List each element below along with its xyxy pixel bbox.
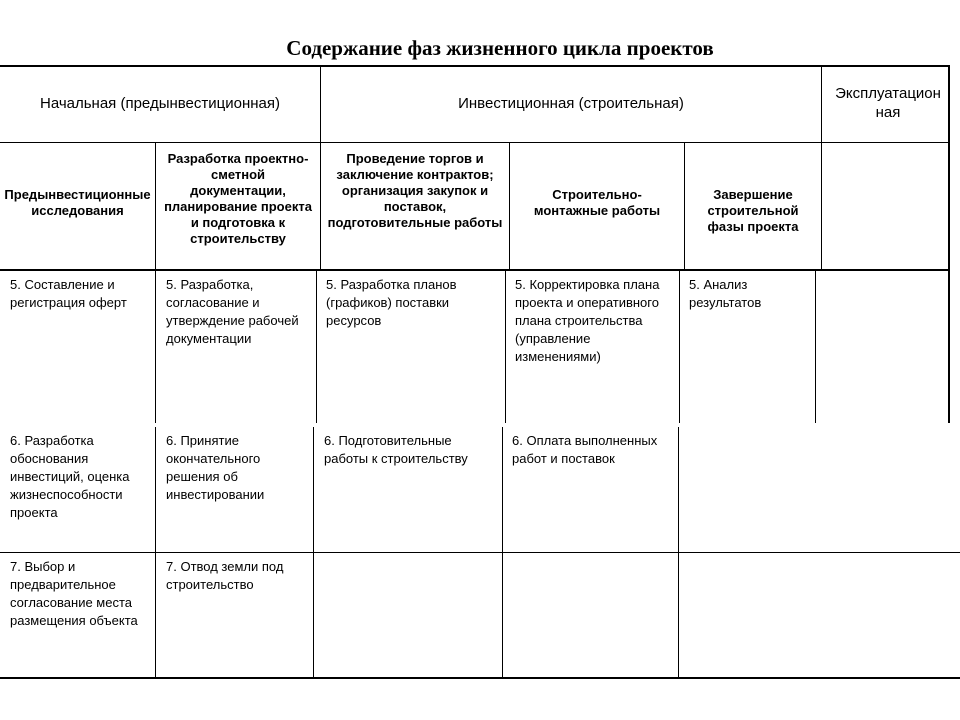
table-cell [678,554,960,678]
table-border [316,271,317,423]
table-border [0,552,960,553]
table-cell: 5. Корректировка плана проекта и оперативного плана строительства (управление изменениями) [515,277,660,364]
table-cell: 5. Анализ результатов [689,277,762,310]
table-cell: 6. Оплата выполненных работ и поставок [512,433,658,466]
table-border [0,142,950,143]
phase-investment-header [321,66,821,142]
stage-header-4: Строительно-монтажные работы [533,187,661,218]
phase-initial-label: Начальная (предынвестиционная) [39,95,280,112]
table-border [155,142,156,270]
page-title: Содержание фаз жизненного цикла проектов [286,36,714,60]
stage-header-2: Разработка проектно-сметной документации, планирование проекта и подготовка к строительству [164,151,312,246]
table-cell [678,428,960,552]
stage-header-6 [822,143,949,269]
table-cell: 7. Выбор и предварительное согласование места размещения объекта [10,559,138,628]
table-border [948,65,950,271]
table-cell: 7. Отвод земли под строительство [166,559,284,592]
phase-investment-label: Инвестиционная (строительная) [458,95,684,112]
table-border [0,269,950,271]
table-border [505,271,506,423]
table-border [320,65,321,271]
table-cell [815,272,949,422]
table-border [684,142,685,270]
table-cell [314,554,502,678]
table-border [0,677,960,679]
table-cell: 6. Подготовительные работы к строительству [324,433,468,466]
stage-header-3: Проведение торгов и заключение контрактов; организация закупок и поставок, подготовительные работы [327,151,503,230]
phase-operation-header [823,66,949,142]
table-cell: 6. Разработка обоснования инвестиций, оценка жизнеспособности проекта [10,433,130,520]
table-cell: 5. Разработка, согласование и утверждение рабочей документации [166,277,299,346]
table-border [815,271,816,423]
phase-initial-header [0,66,320,142]
table-border [509,142,510,270]
table-border [679,271,680,423]
table-border [948,271,950,423]
table-border [155,271,156,423]
stage-header-5: Завершение строительной фазы проекта [707,187,799,234]
table-cell: 6. Принятие окончательного решения об инвестировании [166,433,265,502]
table-cell: 5. Составление и регистрация оферт [10,277,127,310]
table-cell [502,554,678,678]
table-border [0,65,950,67]
phase-operation-label: Эксплуатационная [835,85,941,121]
stage-header-1: Предынвестиционные исследования [4,187,151,218]
table-cell: 5. Разработка планов (графиков) поставки ресурсов [326,277,457,328]
table-border [821,65,822,271]
